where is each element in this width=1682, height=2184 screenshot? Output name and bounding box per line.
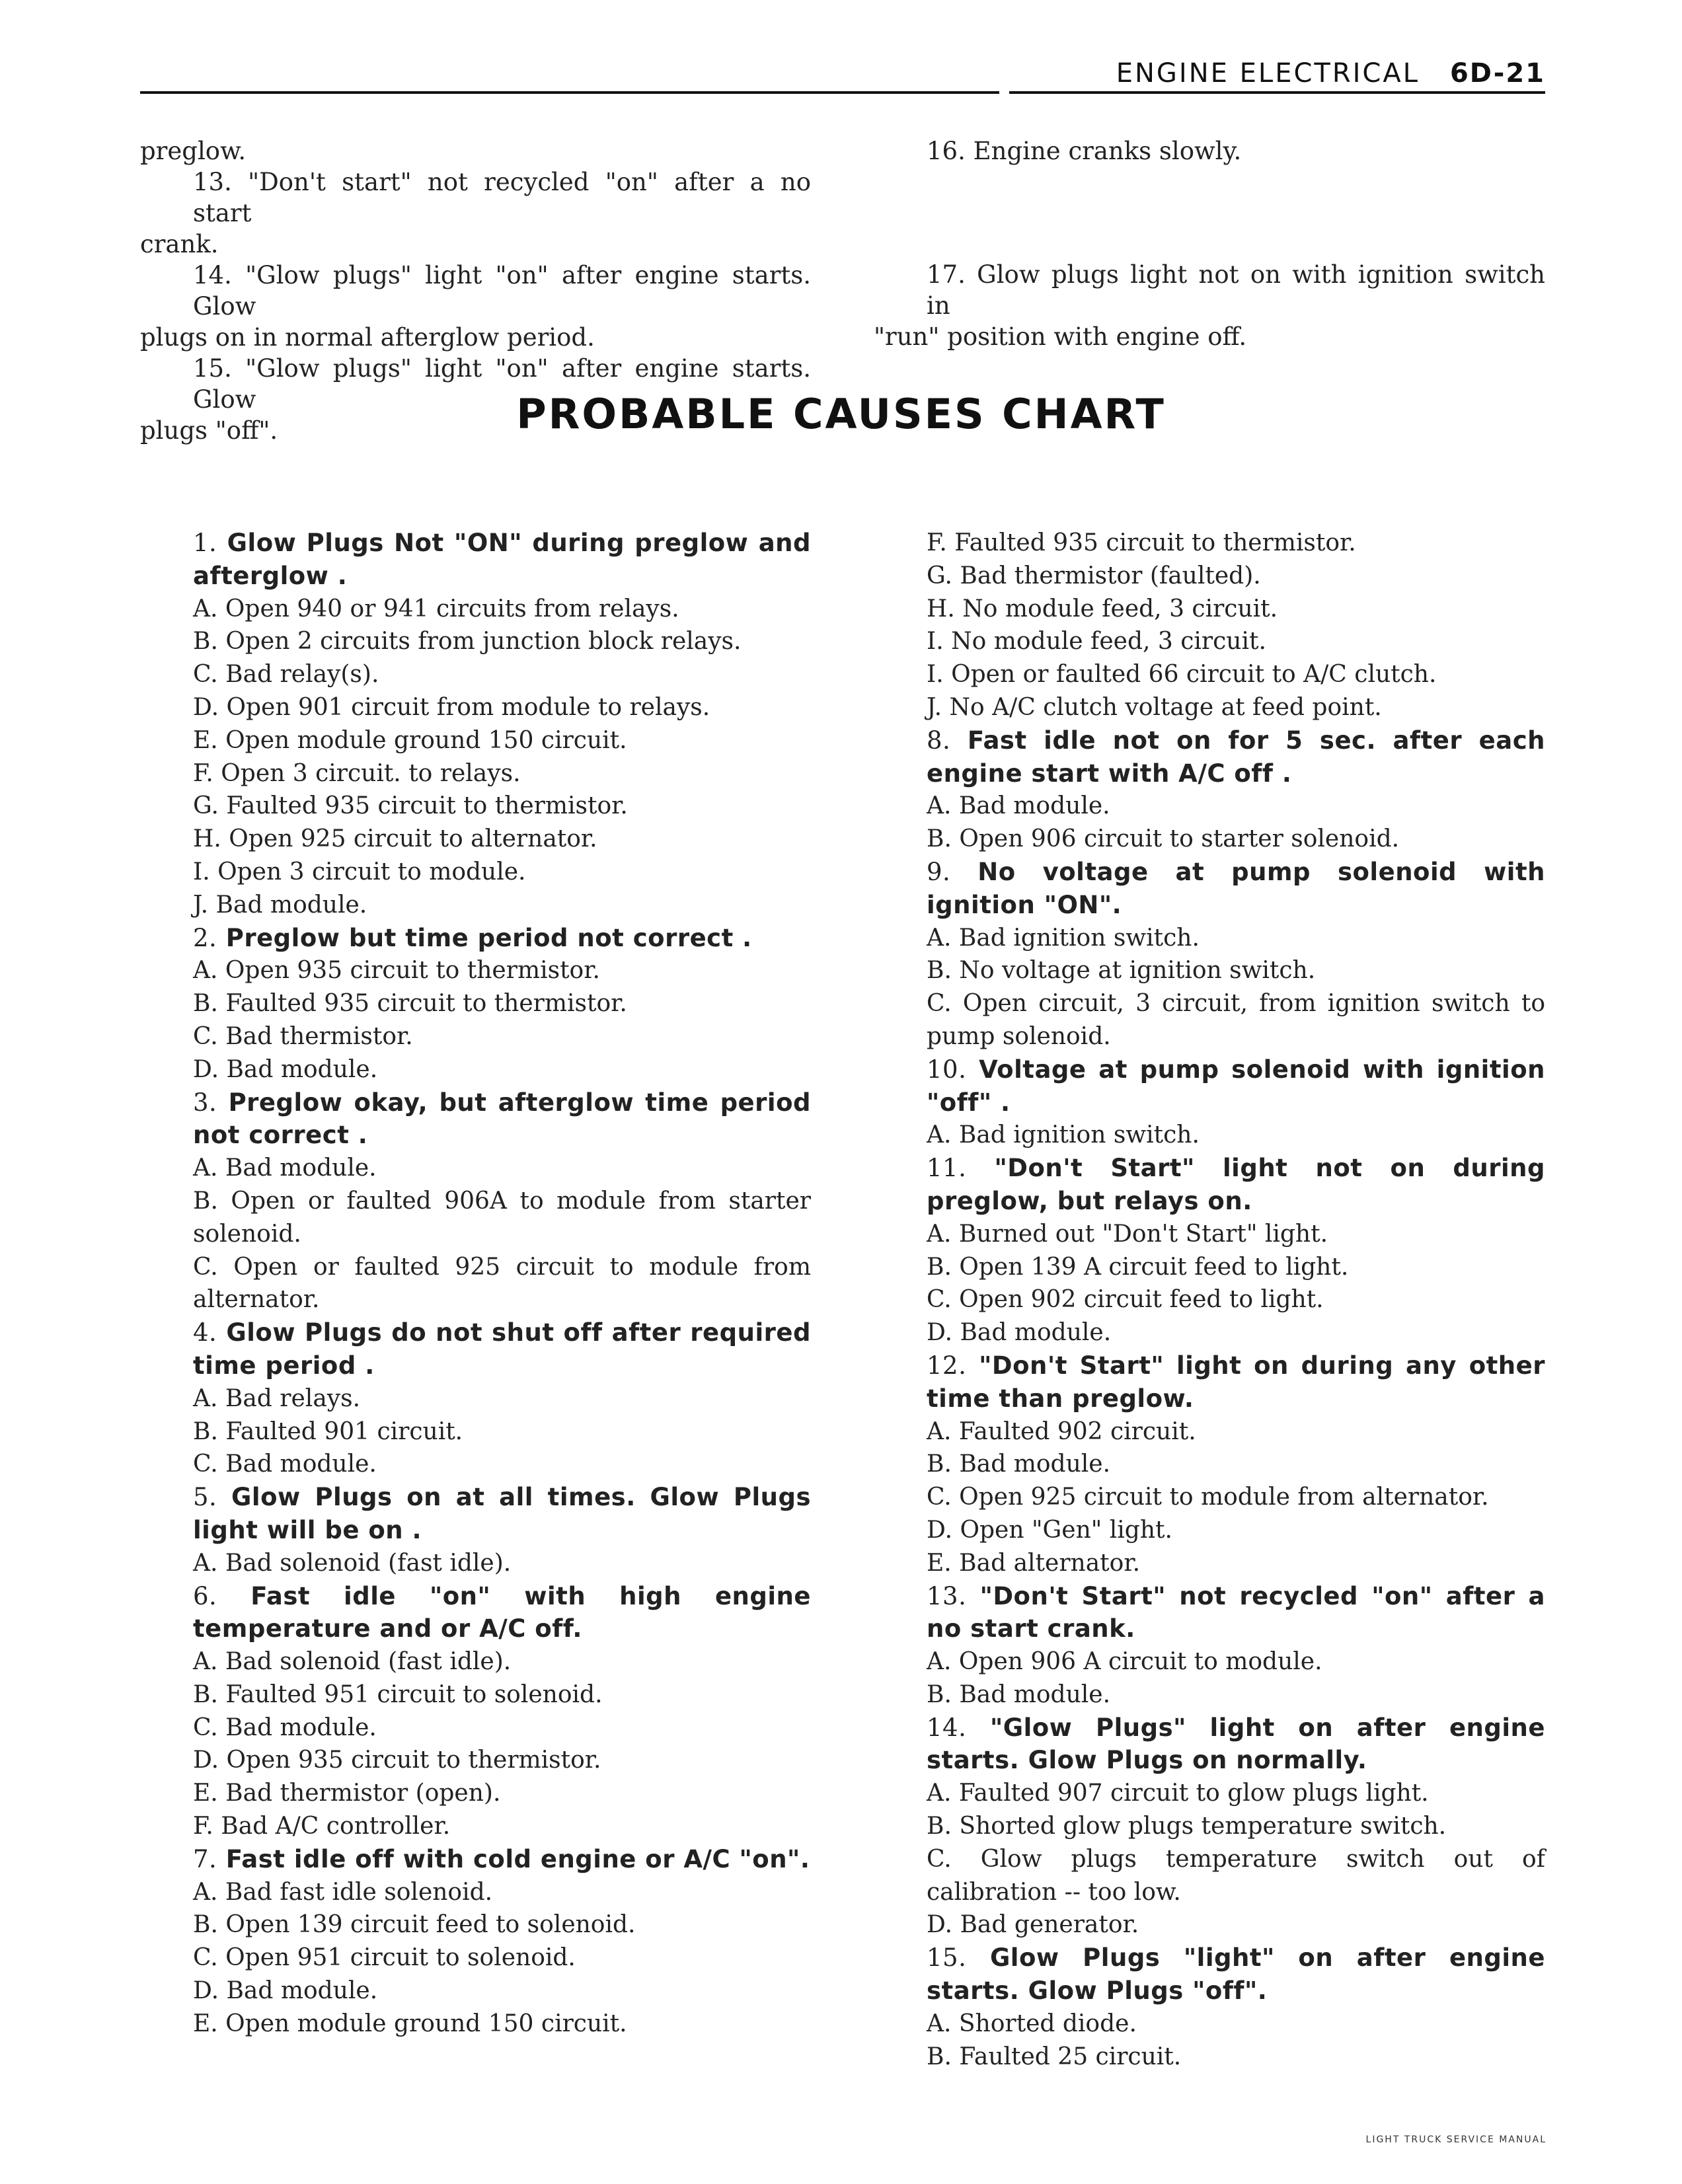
probable-cause: J. Bad module.	[193, 891, 367, 919]
symptom-16: 16. Engine cranks slowly.	[927, 137, 1242, 165]
probable-cause: D. Bad generator.	[927, 1911, 1139, 1939]
symptom-17-cont: "run" position with engine off.	[874, 322, 1247, 351]
probable-cause: I. No module feed, 3 circuit.	[927, 628, 1266, 656]
symptom-line: plugs "off".	[140, 416, 278, 445]
symptom-number: 15.	[927, 1943, 967, 1973]
symptom-17: 17. Glow plugs light not on with ignition switch in	[927, 260, 1545, 320]
symptom-heading	[140, 922, 811, 955]
symptom-heading	[874, 1580, 1545, 1646]
probable-cause: D. Open 901 circuit from module to relays.	[193, 693, 710, 721]
symptom-number: 11.	[927, 1154, 967, 1183]
probable-cause: E. Bad thermistor (open).	[193, 1780, 501, 1807]
symptom-title: Fast idle "on" with high engine temperature and or A/C off.	[193, 1581, 811, 1643]
probable-cause: B. Open 2 circuits from junction block relays.	[193, 628, 742, 656]
symptom-line: crank.	[140, 230, 219, 258]
symptom-number: 2.	[193, 923, 217, 952]
probable-cause: B. Open or faulted 906A to module from starter solenoid.	[193, 1187, 811, 1248]
symptom-line: plugs on in normal afterglow period.	[140, 323, 595, 352]
probable-cause: C. Open circuit, 3 circuit, from ignition switch to pump solenoid.	[927, 990, 1545, 1050]
probable-cause: E. Bad alternator.	[927, 1549, 1141, 1577]
probable-cause: B. Open 139 A circuit feed to light.	[927, 1253, 1349, 1281]
probable-cause: B. Bad module.	[927, 1680, 1111, 1708]
symptom-line: 13. "Don't start" not recycled "on" after a no start	[193, 168, 811, 227]
probable-cause: B. No voltage at ignition switch.	[927, 957, 1316, 985]
symptom-line: preglow.	[140, 137, 247, 165]
probable-cause: A. Bad relays.	[193, 1384, 361, 1412]
probable-cause: A. Bad module.	[193, 1154, 377, 1182]
probable-cause: A. Bad ignition switch.	[927, 924, 1200, 952]
chart-title: PROBABLE CAUSES CHART	[516, 390, 1166, 438]
probable-cause: F. Open 3 circuit. to relays.	[193, 759, 521, 787]
section-title: ENGINE ELECTRICAL	[1116, 58, 1420, 89]
symptom-heading	[874, 1152, 1545, 1218]
symptom-heading	[874, 1053, 1545, 1119]
probable-cause: A. Open 940 or 941 circuits from relays.	[193, 595, 679, 622]
probable-cause: B. Open 139 circuit feed to solenoid.	[193, 1911, 636, 1939]
symptom-number: 10.	[927, 1055, 967, 1084]
probable-cause: C. Open or faulted 925 circuit to module from alternator.	[193, 1253, 811, 1314]
probable-cause: F. Bad A/C controller.	[193, 1813, 451, 1840]
probable-cause: E. Open module ground 150 circuit.	[193, 726, 627, 754]
symptom-heading	[140, 1843, 811, 1876]
probable-cause: E. Open module ground 150 circuit.	[193, 2010, 627, 2037]
symptom-line: 14. "Glow plugs" light "on" after engine starts. Glow	[193, 261, 811, 320]
probable-cause: B. Faulted 901 circuit.	[193, 1417, 463, 1445]
probable-cause: D. Bad module.	[193, 1055, 378, 1083]
probable-cause: A. Faulted 907 circuit to glow plugs light.	[927, 1780, 1429, 1807]
symptom-number: 4.	[193, 1318, 217, 1347]
symptom-title: Glow Plugs on at all times. Glow Plugs light will be on .	[193, 1483, 811, 1544]
causes-column-right	[874, 527, 1545, 2073]
symptom-title: Preglow okay, but afterglow time period not correct .	[193, 1088, 811, 1150]
symptom-heading	[140, 1316, 811, 1382]
symptom-heading	[874, 1712, 1545, 1778]
probable-cause: A. Bad solenoid (fast idle).	[193, 1648, 512, 1676]
symptom-heading	[140, 1481, 811, 1547]
symptom-heading	[140, 527, 811, 593]
probable-cause: H. Open 925 circuit to alternator.	[193, 825, 597, 853]
symptom-title: "Don't Start" light on during any other time than preglow.	[927, 1351, 1545, 1413]
symptom-title: "Don't Start" light not on during preglow, but relays on.	[927, 1154, 1545, 1215]
symptom-heading	[874, 724, 1545, 790]
symptom-number: 9.	[927, 857, 951, 886]
probable-cause: G. Faulted 935 circuit to thermistor.	[193, 792, 628, 820]
symptom-heading	[874, 856, 1545, 922]
header-rule-right	[1009, 91, 1545, 94]
causes-column-left	[140, 527, 811, 2041]
probable-cause: C. Glow plugs temperature switch out of calibration -- too low.	[927, 1845, 1545, 1906]
probable-cause: B. Bad module.	[927, 1450, 1111, 1478]
symptom-number: 6.	[193, 1581, 217, 1610]
probable-cause: G. Bad thermistor (faulted).	[927, 562, 1261, 589]
probable-cause: C. Open 902 circuit feed to light.	[927, 1286, 1324, 1314]
symptom-number: 1.	[193, 529, 217, 557]
symptom-title: Glow Plugs do not shut off after required time period .	[193, 1318, 811, 1380]
probable-cause: A. Bad solenoid (fast idle).	[193, 1549, 512, 1577]
probable-cause: F. Faulted 935 circuit to thermistor.	[927, 529, 1356, 556]
symptom-title: Glow Plugs "light" on after engine starts. Glow Plugs "off".	[927, 1943, 1545, 2006]
probable-cause: C. Bad module.	[193, 1450, 377, 1478]
symptom-title: Preglow but time period not correct .	[225, 923, 752, 952]
probable-cause: B. Open 906 circuit to starter solenoid.	[927, 825, 1400, 853]
probable-cause: A. Faulted 902 circuit.	[927, 1417, 1196, 1445]
header-rule-left	[140, 91, 999, 94]
probable-cause: B. Faulted 951 circuit to solenoid.	[193, 1680, 603, 1708]
symptom-title: Fast idle not on for 5 sec. after each engine start with A/C off .	[927, 726, 1545, 788]
probable-cause: I. Open 3 circuit to module.	[193, 858, 526, 885]
symptom-number: 13.	[927, 1581, 967, 1610]
probable-cause: D. Bad module.	[193, 1977, 378, 2005]
symptom-number: 8.	[927, 726, 951, 755]
symptom-number: 3.	[193, 1088, 217, 1117]
probable-cause: B. Faulted 25 circuit.	[927, 2043, 1182, 2070]
probable-cause: C. Bad module.	[193, 1713, 377, 1741]
symptom-heading	[140, 1086, 811, 1152]
probable-cause: J. No A/C clutch voltage at feed point.	[927, 693, 1382, 721]
probable-cause: C. Open 951 circuit to solenoid.	[193, 1944, 576, 1972]
probable-cause: A. Bad module.	[927, 792, 1110, 820]
probable-cause: A. Bad fast idle solenoid.	[193, 1878, 493, 1906]
probable-cause: B. Faulted 935 circuit to thermistor.	[193, 990, 627, 1018]
symptom-heading	[140, 1580, 811, 1646]
symptom-number: 7.	[193, 1844, 217, 1873]
symptom-number: 12.	[927, 1351, 967, 1380]
probable-cause: A. Shorted diode.	[927, 2010, 1137, 2037]
symptom-line: 15. "Glow plugs" light "on" after engine starts. Glow	[193, 354, 811, 414]
probable-cause: D. Open 935 circuit to thermistor.	[193, 1747, 601, 1774]
symptom-heading	[874, 1349, 1545, 1415]
probable-cause: A. Bad ignition switch.	[927, 1121, 1200, 1149]
symptom-title: Glow Plugs Not "ON" during preglow and afterglow .	[193, 529, 811, 590]
probable-cause: I. Open or faulted 66 circuit to A/C clutch.	[927, 661, 1437, 689]
footer: LIGHT TRUCK SERVICE MANUAL	[1365, 2134, 1547, 2145]
probable-cause: H. No module feed, 3 circuit.	[927, 595, 1278, 622]
symptom-number: 14.	[927, 1713, 967, 1742]
symptom-heading	[874, 1941, 1545, 2008]
continued-list-right	[874, 135, 1545, 352]
probable-cause: C. Bad relay(s).	[193, 661, 379, 689]
probable-cause: A. Burned out "Don't Start" light.	[927, 1220, 1328, 1248]
symptom-title: "Don't Start" not recycled "on" after a no start crank.	[927, 1581, 1545, 1643]
page-number: 6D-21	[1449, 58, 1545, 89]
symptom-title: "Glow Plugs" light on after engine starts. Glow Plugs on normally.	[927, 1713, 1545, 1775]
probable-cause: C. Bad thermistor.	[193, 1022, 413, 1050]
probable-cause: D. Bad module.	[927, 1319, 1112, 1347]
symptom-title: No voltage at pump solenoid with ignition "ON".	[927, 857, 1545, 919]
probable-cause: B. Shorted glow plugs temperature switch.	[927, 1813, 1447, 1840]
probable-cause: A. Open 935 circuit to thermistor.	[193, 957, 600, 985]
symptom-title: Voltage at pump solenoid with ignition "off" .	[927, 1055, 1545, 1117]
symptom-title: Fast idle off with cold engine or A/C "on".	[225, 1844, 810, 1873]
symptom-number: 5.	[193, 1483, 217, 1512]
probable-cause: C. Open 925 circuit to module from alternator.	[927, 1484, 1489, 1511]
probable-cause: A. Open 906 A circuit to module.	[927, 1648, 1322, 1676]
page-header	[140, 58, 1545, 98]
probable-cause: D. Open "Gen" light.	[927, 1516, 1172, 1544]
